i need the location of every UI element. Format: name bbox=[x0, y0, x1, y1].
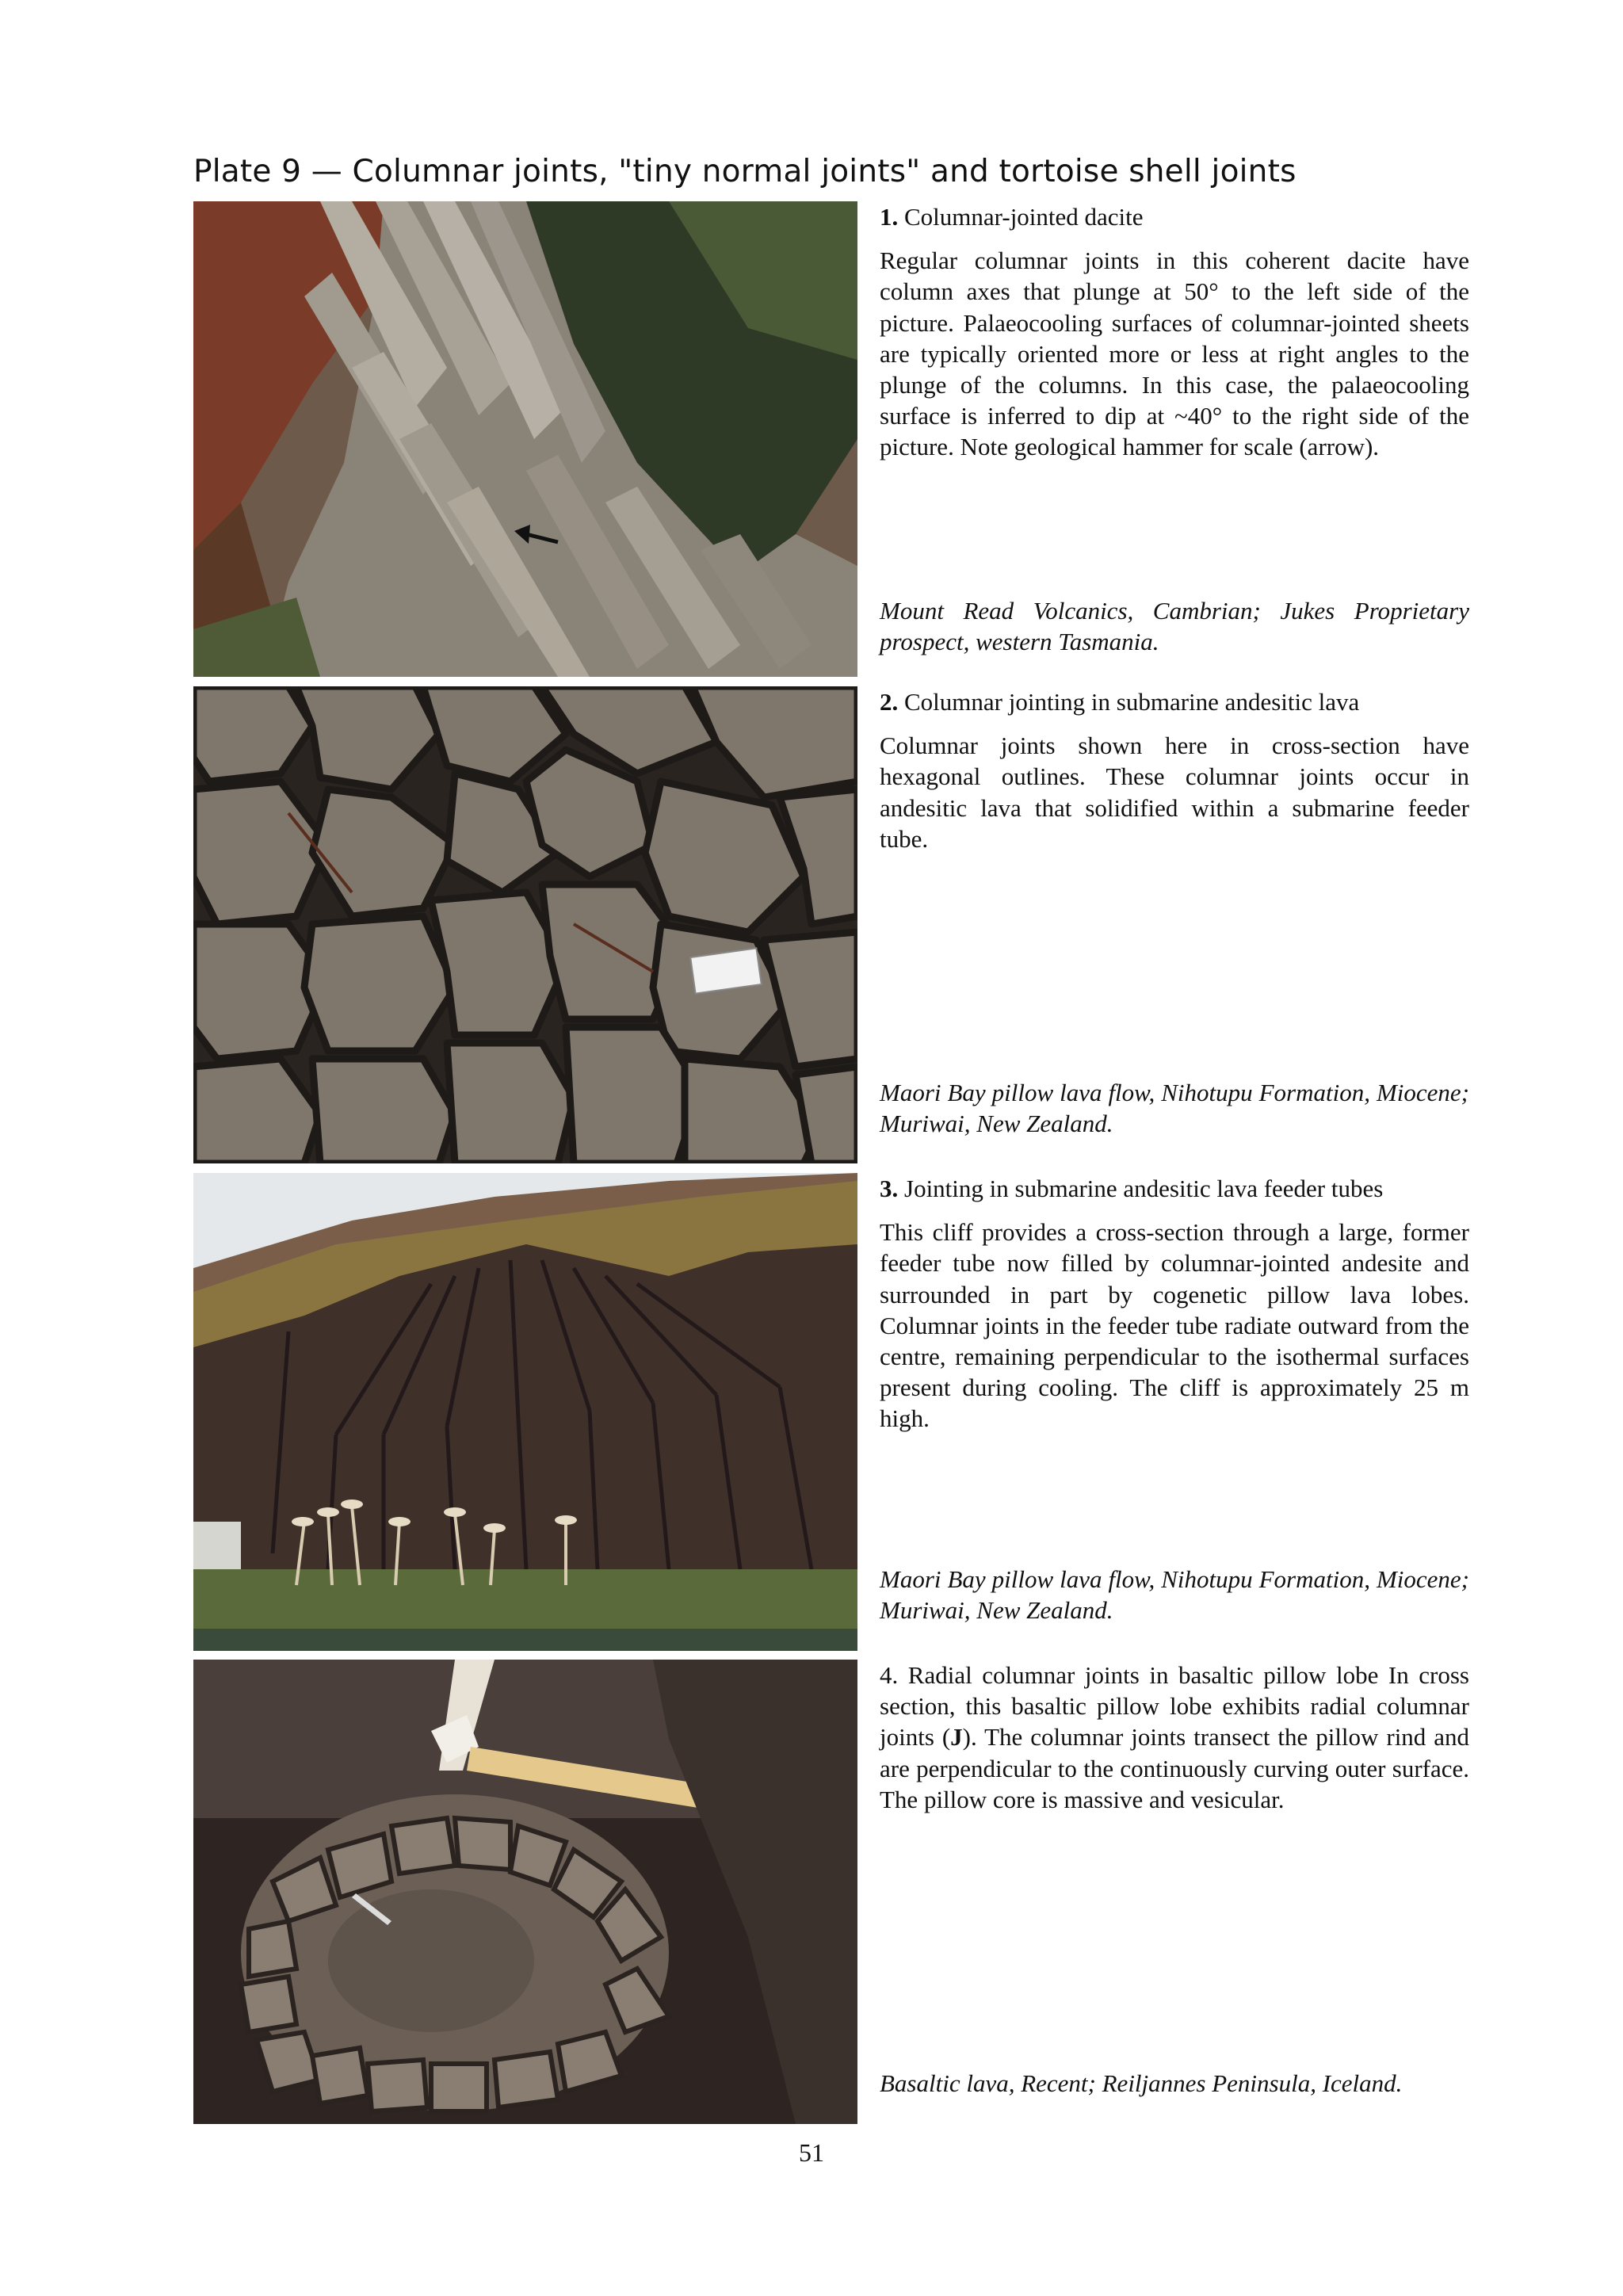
photo-feeder-tube-cliff bbox=[193, 1173, 857, 1651]
caption-2-body: Columnar joints shown here in cross-section have hexagonal outlines. These columnar joints occur in andesitic lava that solidified within a submarine feeder tube. bbox=[880, 732, 1469, 853]
photo-hexagonal-columnar-joints bbox=[193, 686, 857, 1163]
caption-3-body: This cliff provides a cross-section through a large, former feeder tube now filled by columnar-jointed andesite and surrounded in part by cogenetic pillow lava lobes. Columnar joints in the feeder tube radiate outward from the centre, remaining perpendicular to the isothermal surfaces present during cooling. The cliff is approximately 25 m high. bbox=[880, 1218, 1469, 1433]
page-number: 51 bbox=[799, 2138, 824, 2167]
caption-1-location: Mount Read Volcanics, Cambrian; Jukes Proprietary prospect, western Tasmania. bbox=[880, 597, 1469, 656]
caption-2-number: 2. bbox=[880, 688, 899, 716]
caption-4-body bbox=[880, 1660, 1469, 1815]
caption-4-joint-label: J bbox=[950, 1723, 963, 1752]
caption-1-title: Columnar-jointed dacite bbox=[904, 203, 1144, 231]
photo-columnar-jointed-dacite bbox=[193, 201, 857, 677]
plate-title: Plate 9 — Columnar joints, "tiny normal joints" and tortoise shell joints bbox=[193, 154, 1296, 189]
caption-3-number: 3. bbox=[880, 1175, 899, 1202]
caption-2-title: Columnar jointing in submarine andesitic lava bbox=[904, 688, 1360, 716]
caption-1-body: Regular columnar joints in this coherent dacite have column axes that plunge at 50° to the left side of the picture. Palaeocooling surfaces of columnar-jointed sheets are typically oriented more or less at right angles to the plunge of the columns. In this case, the palaeocooling surface is inferred to dip at ~40° to the right side of the picture. Note geological hammer for scale (arrow). bbox=[880, 246, 1469, 461]
caption-4-body-text: 4. Radial columnar joints in basaltic pillow lobe In cross section, this basaltic pillow lobe exhibits radial columnar joints ( bbox=[880, 1661, 1469, 1752]
caption-1-number: 1. bbox=[880, 203, 899, 231]
caption-4 bbox=[880, 1660, 1469, 2124]
caption-4-location: Basaltic lava, Recent; Reiljannes Peninsula, Iceland. bbox=[880, 2069, 1403, 2097]
caption-2 bbox=[880, 686, 1469, 1163]
caption-3-title: Jointing in submarine andesitic lava feeder tubes bbox=[904, 1175, 1384, 1202]
caption-3 bbox=[880, 1173, 1469, 1651]
photo-pillow-lobe-radial-joints bbox=[193, 1660, 857, 2124]
caption-1 bbox=[880, 201, 1469, 677]
caption-3-location: Maori Bay pillow lava flow, Nihotupu Formation, Miocene; Muriwai, New Zealand. bbox=[880, 1565, 1469, 1625]
caption-2-location: Maori Bay pillow lava flow, Nihotupu Formation, Miocene; Muriwai, New Zealand. bbox=[880, 1079, 1469, 1138]
caption-4-body-text-cont: ). The columnar joints transect the pillow rind and are perpendicular to the continuously curving outer surface. The pillow core is massive and vesicular. bbox=[880, 1723, 1469, 1813]
